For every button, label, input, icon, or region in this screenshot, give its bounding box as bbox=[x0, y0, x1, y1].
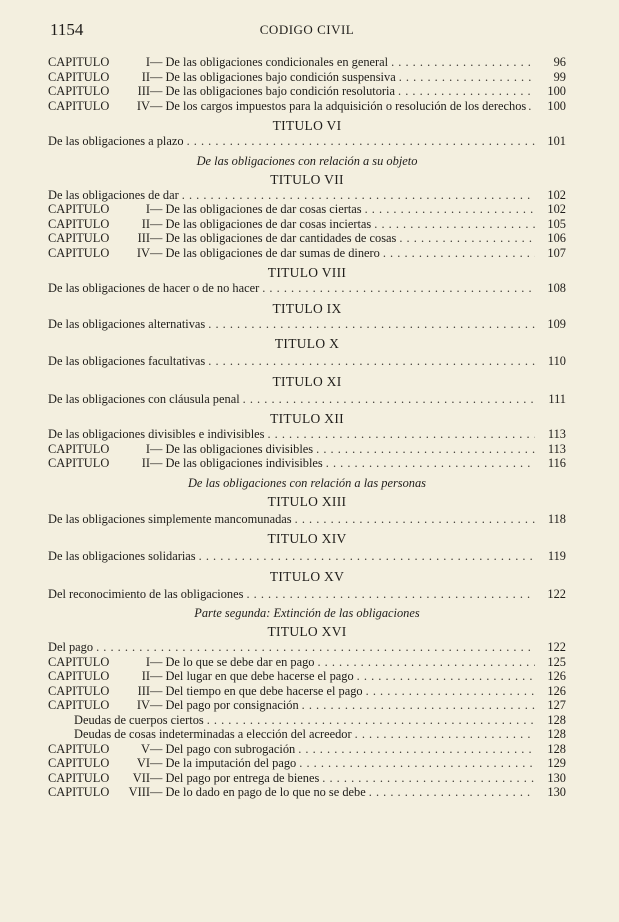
entry-title: — Del pago por consignación bbox=[150, 698, 299, 712]
chapter-label: CAPITULO bbox=[48, 683, 110, 698]
dot-leader bbox=[369, 785, 535, 800]
entry-title: — De las obligaciones condicionales en general bbox=[150, 55, 389, 69]
entry-title: De las obligaciones solidarias bbox=[48, 549, 196, 563]
dot-leader bbox=[391, 55, 535, 70]
toc-entry bbox=[48, 713, 566, 728]
dot-leader bbox=[357, 669, 535, 684]
entry-page: 107 bbox=[547, 245, 566, 260]
entry-page: 99 bbox=[553, 69, 566, 84]
dot-leader bbox=[399, 231, 535, 246]
entry-page: 106 bbox=[547, 231, 566, 245]
part-subheading: De las obligaciones con relación a las personas bbox=[187, 475, 427, 490]
chapter-label: CAPITULO bbox=[48, 84, 110, 98]
entry-title: — De las obligaciones de dar cosas inciertas bbox=[150, 216, 372, 231]
chapter-number: II bbox=[141, 669, 150, 683]
chapter-number: III bbox=[137, 683, 150, 698]
toc-entry bbox=[48, 742, 566, 757]
toc-entry bbox=[48, 231, 566, 246]
section-heading: TITULO X bbox=[274, 336, 340, 351]
entry-title: — De lo que se debe dar en pago bbox=[150, 654, 315, 669]
dot-leader bbox=[182, 188, 535, 203]
entry-title: De las obligaciones divisibles e indivisibles bbox=[48, 427, 265, 441]
dot-leader bbox=[262, 281, 535, 296]
entry-page: 105 bbox=[547, 216, 566, 231]
entry-title: — Del pago por entrega de bienes bbox=[150, 770, 320, 785]
toc-entry bbox=[48, 217, 566, 232]
chapter-label: CAPITULO bbox=[48, 698, 110, 712]
section-heading: TITULO XV bbox=[269, 568, 345, 584]
dot-leader bbox=[207, 713, 535, 728]
entry-page: 119 bbox=[547, 549, 566, 563]
chapter-label: CAPITULO bbox=[48, 669, 110, 683]
toc-entry bbox=[48, 188, 566, 203]
chapter-number: I bbox=[145, 55, 150, 69]
entry-title: De las obligaciones simplemente mancomunadas bbox=[48, 511, 292, 526]
entry-title: Deudas de cuerpos ciertos bbox=[74, 712, 204, 727]
dot-leader bbox=[326, 456, 535, 471]
chapter-label: CAPITULO bbox=[48, 231, 110, 245]
chapter-number: IV bbox=[136, 698, 150, 712]
toc-entry bbox=[48, 317, 566, 332]
entry-page: 109 bbox=[547, 316, 566, 331]
dot-leader bbox=[302, 698, 535, 713]
dot-leader bbox=[528, 99, 536, 114]
toc-entry bbox=[48, 756, 566, 771]
section-heading: TITULO XVI bbox=[267, 624, 347, 639]
entry-title: — De la imputación del pago bbox=[150, 756, 297, 770]
toc-entry bbox=[48, 442, 566, 457]
entry-title: — De las obligaciones de dar sumas de dinero bbox=[150, 245, 380, 260]
entry-page: 128 bbox=[547, 727, 566, 741]
toc-entry bbox=[48, 99, 566, 114]
toc-entry bbox=[48, 771, 566, 786]
toc-entry bbox=[48, 456, 566, 471]
dot-leader bbox=[208, 317, 535, 332]
toc-entry bbox=[48, 70, 566, 85]
chapter-label: CAPITULO bbox=[48, 654, 110, 669]
toc-entry bbox=[48, 512, 566, 527]
toc-entry bbox=[48, 392, 566, 407]
chapter-label: CAPITULO bbox=[48, 216, 110, 231]
chapter-number: IV bbox=[136, 245, 150, 260]
chapter-number: IV bbox=[136, 98, 150, 113]
dot-leader bbox=[208, 354, 535, 369]
entry-page: 130 bbox=[547, 785, 566, 799]
dot-leader bbox=[383, 246, 535, 261]
toc-entry bbox=[48, 684, 566, 699]
entry-page: 100 bbox=[547, 84, 566, 98]
toc-entry bbox=[48, 55, 566, 70]
dot-leader bbox=[316, 442, 535, 457]
section-heading: TITULO XII bbox=[270, 411, 344, 426]
running-title: CODIGO CIVIL bbox=[259, 22, 355, 37]
toc-entry bbox=[48, 354, 566, 369]
dot-leader bbox=[322, 771, 535, 786]
toc-entry bbox=[48, 427, 566, 442]
entry-page: 102 bbox=[547, 202, 566, 216]
page-header bbox=[50, 20, 564, 42]
section-heading: TITULO XIV bbox=[267, 531, 347, 546]
entry-page: 126 bbox=[547, 669, 566, 683]
section-heading: TITULO VII bbox=[270, 171, 344, 187]
dot-leader bbox=[299, 756, 535, 771]
entry-title: Del pago bbox=[48, 640, 94, 654]
page-number: 1154 bbox=[50, 20, 84, 39]
toc-entry bbox=[48, 655, 566, 670]
entry-page: 110 bbox=[547, 354, 566, 368]
entry-title: — De las obligaciones indivisibles bbox=[150, 456, 323, 470]
dot-leader bbox=[96, 640, 535, 655]
dot-leader bbox=[267, 427, 535, 442]
dot-leader bbox=[399, 70, 535, 85]
dot-leader bbox=[246, 587, 535, 602]
toc-entry bbox=[48, 549, 566, 564]
entry-title: De las obligaciones a plazo bbox=[48, 134, 184, 148]
chapter-label: CAPITULO bbox=[48, 441, 110, 456]
toc-entry bbox=[48, 246, 566, 261]
part-subheading: De las obligaciones con relación a su objeto bbox=[196, 153, 418, 168]
entry-page: 116 bbox=[547, 456, 566, 470]
entry-page: 122 bbox=[547, 640, 566, 654]
entry-page: 102 bbox=[547, 187, 566, 202]
entry-title: — Del pago con subrogación bbox=[150, 741, 296, 756]
dot-leader bbox=[365, 202, 535, 217]
toc-entry bbox=[48, 587, 566, 602]
entry-title: De las obligaciones con cláusula penal bbox=[48, 391, 240, 406]
entry-title: Del reconocimiento de las obligaciones bbox=[48, 586, 244, 601]
section-heading: TITULO VI bbox=[272, 118, 342, 133]
entry-title: Deudas de cosas indeterminadas a elección del acreedor bbox=[74, 727, 352, 741]
entry-page: 101 bbox=[547, 134, 566, 148]
section-heading: TITULO IX bbox=[272, 300, 342, 316]
entry-title: — De las obligaciones bajo condición resolutoria bbox=[150, 84, 395, 98]
dot-leader bbox=[366, 684, 535, 699]
toc-entry bbox=[48, 727, 566, 742]
entry-title: De las obligaciones facultativas bbox=[48, 354, 206, 368]
chapter-label: CAPITULO bbox=[48, 98, 110, 113]
section-heading: TITULO XIII bbox=[267, 493, 347, 509]
entry-page: 125 bbox=[547, 654, 566, 669]
entry-page: 126 bbox=[547, 683, 566, 698]
entry-page: 108 bbox=[547, 281, 566, 295]
dot-leader bbox=[243, 392, 535, 407]
toc-entry bbox=[48, 84, 566, 99]
entry-title: — Del lugar en que debe hacerse el pago bbox=[150, 669, 354, 683]
chapter-number: VII bbox=[132, 770, 150, 785]
dot-leader bbox=[199, 549, 535, 564]
entry-title: — Del tiempo en que debe hacerse el pago bbox=[150, 683, 363, 698]
entry-title: — De lo dado en pago de lo que no se debe bbox=[150, 785, 366, 799]
chapter-number: II bbox=[141, 69, 150, 84]
part-subheading: Parte segunda: Extinción de las obligaciones bbox=[194, 606, 420, 620]
chapter-label: CAPITULO bbox=[48, 785, 110, 799]
chapter-label: CAPITULO bbox=[48, 55, 110, 69]
toc-entry bbox=[48, 281, 566, 296]
toc-entry bbox=[48, 640, 566, 655]
chapter-label: CAPITULO bbox=[48, 245, 110, 260]
entry-page: 129 bbox=[547, 756, 566, 770]
entry-title: — De las obligaciones de dar cosas ciertas bbox=[150, 202, 362, 216]
dot-leader bbox=[355, 727, 535, 742]
section-heading: TITULO XI bbox=[272, 373, 342, 389]
chapter-number: I bbox=[145, 441, 150, 456]
chapter-number: I bbox=[145, 654, 150, 669]
chapter-label: CAPITULO bbox=[48, 202, 110, 216]
chapter-number: VI bbox=[136, 756, 150, 770]
chapter-label: CAPITULO bbox=[48, 456, 110, 470]
entry-title: De las obligaciones de hacer o de no hacer bbox=[48, 281, 260, 295]
dot-leader bbox=[298, 742, 535, 757]
entry-page: 130 bbox=[547, 770, 566, 785]
chapter-number: V bbox=[141, 741, 150, 756]
entry-page: 111 bbox=[548, 391, 566, 406]
chapter-number: I bbox=[145, 202, 150, 216]
toc-entry bbox=[48, 669, 566, 684]
dot-leader bbox=[295, 512, 535, 527]
toc-entry bbox=[48, 785, 566, 800]
entry-title: De las obligaciones de dar bbox=[48, 187, 179, 202]
entry-title: — De las obligaciones divisibles bbox=[150, 441, 314, 456]
chapter-number: II bbox=[141, 456, 150, 470]
dot-leader bbox=[317, 655, 535, 670]
entry-title: — De las obligaciones de dar cantidades de cosas bbox=[150, 231, 397, 245]
entry-page: 113 bbox=[547, 441, 566, 456]
chapter-number: VIII bbox=[128, 785, 150, 799]
table-of-contents bbox=[48, 55, 566, 800]
entry-title: — De las obligaciones bajo condición suspensiva bbox=[150, 69, 396, 84]
entry-page: 128 bbox=[547, 712, 566, 727]
chapter-label: CAPITULO bbox=[48, 741, 110, 756]
entry-page: 127 bbox=[547, 698, 566, 712]
chapter-number: III bbox=[137, 231, 150, 245]
entry-page: 118 bbox=[547, 511, 566, 526]
entry-page: 128 bbox=[547, 741, 566, 756]
entry-title: De las obligaciones alternativas bbox=[48, 316, 206, 331]
entry-page: 100 bbox=[547, 98, 566, 113]
section-heading: TITULO VIII bbox=[267, 265, 347, 280]
entry-page: 113 bbox=[547, 427, 566, 441]
chapter-number: III bbox=[137, 84, 150, 98]
entry-title: — De los cargos impuestos para la adquisición o resolución de los derechos bbox=[150, 98, 527, 113]
dot-leader bbox=[374, 217, 535, 232]
chapter-label: CAPITULO bbox=[48, 770, 110, 785]
entry-page: 122 bbox=[547, 586, 566, 601]
toc-entry bbox=[48, 202, 566, 217]
toc-entry bbox=[48, 698, 566, 713]
dot-leader bbox=[398, 84, 535, 99]
chapter-label: CAPITULO bbox=[48, 756, 110, 770]
entry-page: 96 bbox=[553, 55, 566, 69]
chapter-label: CAPITULO bbox=[48, 69, 110, 84]
toc-entry bbox=[48, 134, 566, 149]
chapter-number: II bbox=[141, 216, 150, 231]
dot-leader bbox=[187, 134, 535, 149]
